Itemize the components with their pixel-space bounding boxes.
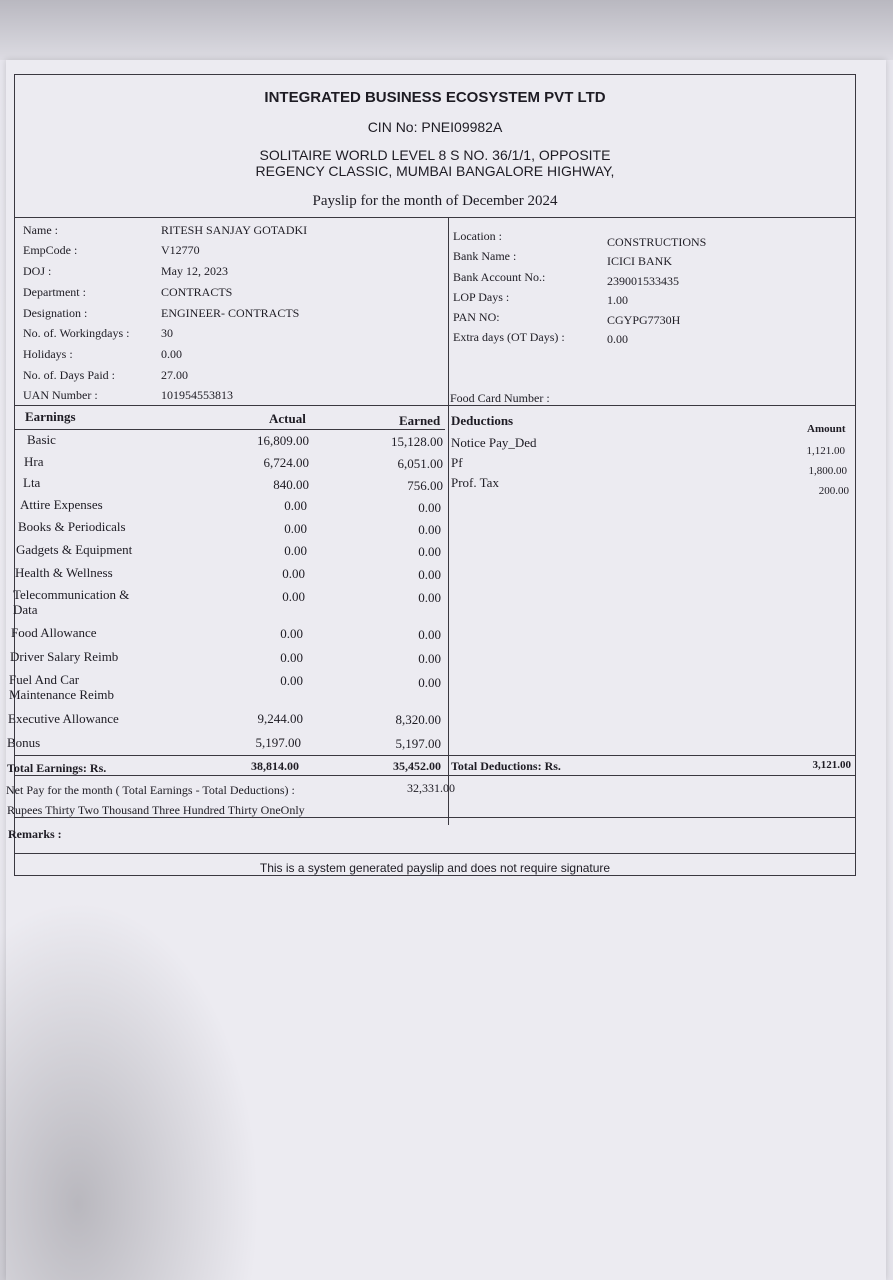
table-row: Executive Allowance (8, 711, 119, 726)
hand-shadow (0, 900, 260, 1280)
divider (15, 405, 855, 406)
net-pay-label: Net Pay for the month ( Total Earnings - Total Deductions) : (6, 783, 295, 797)
payslip: INTEGRATED BUSINESS ECOSYSTEM PVT LTD CIN No: PNEI09982A SOLITAIRE WORLD LEVEL 8 S NO. 36/1/1, OPPOSITE REGENCY CLASSIC, MUMBAI BANGALORE HIGHWAY, Payslip for the month of December 2024 Name : RITESH SANJAY GOTADKI EmpCode : V12770 DOJ : May 12, 2023 Department : CONTRACTS Designation : ENGINEER- CONTRACTS No. of. Workingdays : 30 Holidays : 0.00 No. of. Days Paid : 27.00 UAN Number : 101954553813 Location : CONSTRUCTIONS Bank Name : ICICI BANK Bank Account No.: 239001533435 LOP Days : 1.00 PAN NO: CGYPG7730H Extra days (OT Days) : 0.00 Food Card Number : Earnings Actual Earned Deductions Amount Basic 16,809.00 15,128.00 Hra 6,724.00 6,051.00 Lta 840.00 756.00 Attire Expenses 0.00 0.00 Books & Periodicals 0.00 0.00 Gadgets & Equipment 0.00 0.00 Health & Wellness 0.00 0.00 Telecommunication & Data 0.00 0.00 Food Allowance 0.00 0.00 Driver Salary Reimb 0.00 0.00 Fuel And Car Maintenance Reimb 0.00 0.00 Executive Allowance 9,244.00 8,320.00 Bonus 5,197.00 5,197.00 Notice Pay_Ded 1,121.00 Pf 1,800.00 Prof. Tax 200.00 Total Earnings: Rs. 38,814.00 35,452.00 Total Deductions: Rs. 3,121.00 Net Pay for the month ( Total Earnings - Total Deductions) : 32,331.00 Rupees Thirty Two Thousand Three Hundred Thirty OneOnly Remarks : This is a system generated payslip and does not require signature (14, 74, 856, 876)
earnings-header: Earnings (25, 409, 76, 424)
background-top (0, 0, 893, 60)
total-deductions: 3,121.00 (812, 759, 851, 771)
divider (448, 217, 449, 405)
divider (15, 429, 445, 430)
actual-header: Actual (269, 411, 306, 426)
company-address: SOLITAIRE WORLD LEVEL 8 S NO. 36/1/1, OPPOSITE REGENCY CLASSIC, MUMBAI BANGALORE HIGHWAY, (255, 147, 615, 179)
divider (15, 775, 855, 776)
divider (15, 853, 855, 854)
table-row: Basic (27, 432, 56, 447)
company-cin: CIN No: PNEI09982A (367, 119, 503, 135)
net-pay-value: 32,331.00 (407, 781, 455, 795)
total-deductions-label: Total Deductions: Rs. (451, 759, 561, 773)
payslip-period: Payslip for the month of December 2024 (312, 193, 558, 209)
table-row: Gadgets & Equipment (16, 542, 133, 557)
total-earnings-label: Total Earnings: Rs. (7, 761, 107, 775)
total-actual: 38,814.00 (251, 759, 299, 773)
food-card-label: Food Card Number : (450, 391, 550, 405)
table-row: Hra (24, 454, 44, 469)
table-row: Books & Periodicals (18, 519, 126, 534)
table-row: Fuel And Car Maintenance Reimb (9, 672, 115, 702)
table-row: Telecommunication & Data (13, 587, 130, 617)
total-earned: 35,452.00 (393, 759, 441, 773)
earned-header: Earned (399, 413, 441, 428)
remarks-label: Remarks : (8, 827, 62, 841)
net-pay-words: Rupees Thirty Two Thousand Three Hundred Thirty OneOnly (7, 803, 305, 817)
table-row: Lta (23, 475, 41, 490)
amount-header: Amount (807, 423, 846, 435)
table-row: Driver Salary Reimb (10, 649, 119, 664)
deductions-header: Deductions (451, 413, 514, 428)
table-row: Notice Pay_Ded (451, 435, 537, 450)
divider (448, 405, 449, 825)
table-row: Prof. Tax (451, 475, 499, 490)
table-row: Attire Expenses (20, 497, 103, 512)
divider (15, 755, 855, 756)
company-name: INTEGRATED BUSINESS ECOSYSTEM PVT LTD (264, 89, 606, 106)
divider (15, 217, 855, 218)
table-row: Bonus (7, 735, 41, 750)
table-row: Food Allowance (11, 625, 97, 640)
footer-note: This is a system generated payslip and does not require signature (259, 861, 611, 875)
table-row: Health & Wellness (15, 565, 113, 580)
divider (15, 817, 855, 818)
table-row: Pf (451, 455, 463, 470)
